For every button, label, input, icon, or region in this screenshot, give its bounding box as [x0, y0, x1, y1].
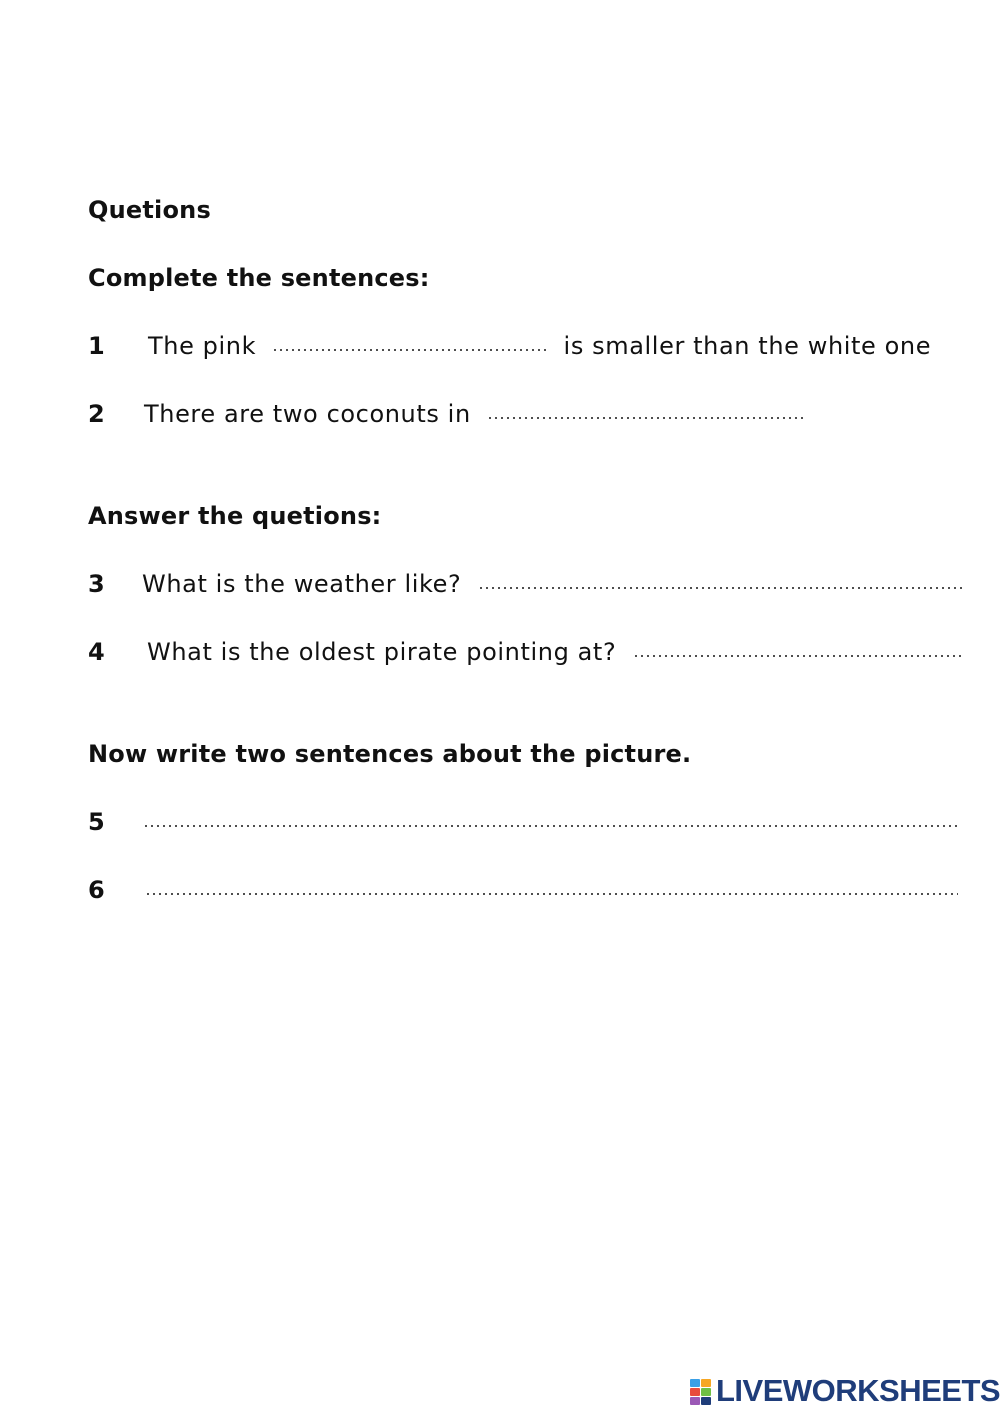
question-text-1 [148, 332, 931, 360]
logo-square-5 [690, 1397, 700, 1405]
question-number-6: 6 [88, 876, 105, 904]
answer-blank-1[interactable] [272, 349, 547, 351]
logo-square-6 [701, 1397, 711, 1405]
question-text-3-before: What is the weather like? [142, 570, 462, 598]
section-heading-complete: Complete the sentences: [88, 264, 430, 292]
logo-square-1 [690, 1379, 700, 1387]
answer-blank-6[interactable] [145, 893, 958, 895]
question-row-2 [88, 400, 968, 434]
question-text-4-before: What is the oldest pirate pointing at? [147, 638, 617, 666]
question-text-2 [144, 400, 805, 428]
answer-blank-3[interactable] [478, 587, 964, 589]
question-row-4 [88, 638, 968, 672]
answer-blank-2[interactable] [487, 417, 805, 419]
question-text-4 [147, 638, 963, 666]
question-row-6 [88, 876, 968, 910]
section-heading-write: Now write two sentences about the picture. [88, 740, 692, 768]
section-title-questions: Quetions [88, 196, 211, 224]
question-text-1-after: is smaller than the white one [563, 332, 932, 360]
answer-blank-5[interactable] [143, 825, 958, 827]
question-number-1: 1 [88, 332, 105, 360]
question-row-1 [88, 332, 968, 366]
liveworksheets-logo-text: LIVEWORKSHEETS [716, 1373, 1000, 1408]
logo-square-4 [701, 1388, 711, 1396]
question-text-1-before: The pink [148, 332, 257, 360]
question-text-6 [145, 876, 958, 904]
liveworksheets-logo-icon [690, 1377, 712, 1405]
question-row-3 [88, 570, 968, 604]
section-heading-answer: Answer the quetions: [88, 502, 382, 530]
question-number-2: 2 [88, 400, 105, 428]
question-number-4: 4 [88, 638, 105, 666]
logo-square-2 [701, 1379, 711, 1387]
answer-blank-4[interactable] [633, 655, 963, 657]
question-number-5: 5 [88, 808, 105, 836]
liveworksheets-logo [690, 1374, 1000, 1408]
question-text-3 [142, 570, 964, 598]
question-number-3: 3 [88, 570, 105, 598]
question-text-2-before: There are two coconuts in [144, 400, 471, 428]
logo-square-3 [690, 1388, 700, 1396]
question-row-5 [88, 808, 968, 842]
question-text-5 [143, 808, 958, 836]
